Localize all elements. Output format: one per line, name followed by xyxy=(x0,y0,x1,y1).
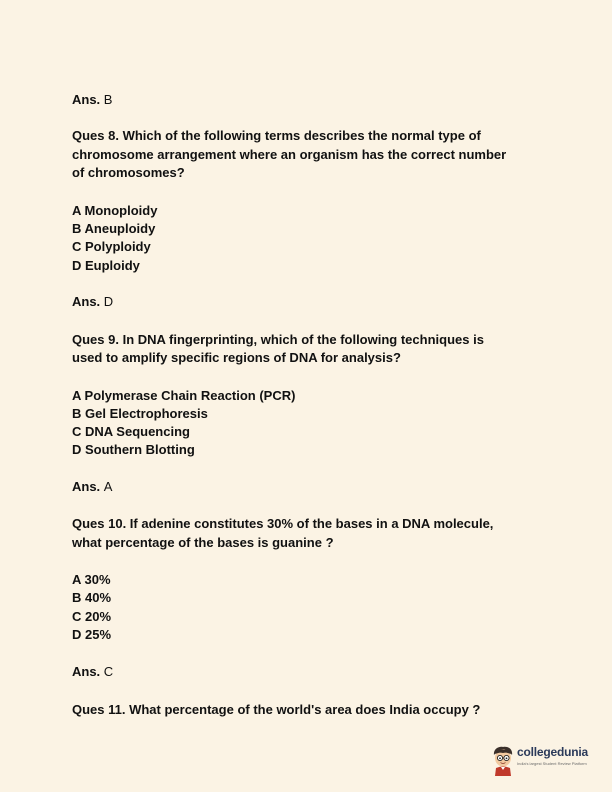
collegedunia-logo xyxy=(490,744,600,778)
answer-label: Ans. xyxy=(72,294,101,309)
answer-label: Ans. xyxy=(72,479,101,494)
question-8-line-2: chromosome arrangement where an organism has the correct number xyxy=(72,147,507,162)
question-9-line-2: used to amplify specific regions of DNA for analysis? xyxy=(72,350,401,365)
question-9-option-a: A Polymerase Chain Reaction (PCR) xyxy=(72,388,296,403)
question-10-line-1: Ques 10. If adenine constitutes 30% of the bases in a DNA molecule, xyxy=(72,516,494,531)
answer-label: Ans. xyxy=(72,664,101,679)
answer-value: C xyxy=(103,664,114,679)
question-9-option-c: C DNA Sequencing xyxy=(72,424,190,439)
student-mascot-icon xyxy=(490,744,516,776)
question-8-line-1: Ques 8. Which of the following terms describes the normal type of xyxy=(72,128,481,143)
answer-value: A xyxy=(103,479,113,494)
question-10-option-d: D 25% xyxy=(72,627,112,642)
answer-9 xyxy=(72,479,112,495)
question-10-line-2: what percentage of the bases is guanine ? xyxy=(72,535,334,550)
question-10-option-b: B 40% xyxy=(72,590,112,605)
question-8-option-d: D Euploidy xyxy=(72,258,140,273)
question-9-option-d: D Southern Blotting xyxy=(72,442,195,457)
answer-10 xyxy=(72,664,113,680)
question-8-line-3: of chromosomes? xyxy=(72,165,185,180)
answer-value: B xyxy=(103,92,113,107)
question-8-option-a: A Monoploidy xyxy=(72,203,158,218)
question-9-line-1: Ques 9. In DNA fingerprinting, which of the following techniques is xyxy=(72,332,484,347)
logo-name: collegedunia xyxy=(517,745,588,759)
answer-7 xyxy=(72,92,112,108)
question-9-option-b: B Gel Electrophoresis xyxy=(72,406,208,421)
question-8-option-c: C Polyploidy xyxy=(72,239,151,254)
answer-8 xyxy=(72,294,113,310)
answer-label: Ans. xyxy=(72,92,101,107)
question-11-line-1: Ques 11. What percentage of the world's area does India occupy ? xyxy=(72,702,481,717)
question-10-option-a: A 30% xyxy=(72,572,111,587)
logo-tagline: India's largest Student Review Platform xyxy=(517,761,587,766)
question-8-option-b: B Aneuploidy xyxy=(72,221,156,236)
answer-value: D xyxy=(103,294,114,309)
question-10-option-c: C 20% xyxy=(72,609,112,624)
